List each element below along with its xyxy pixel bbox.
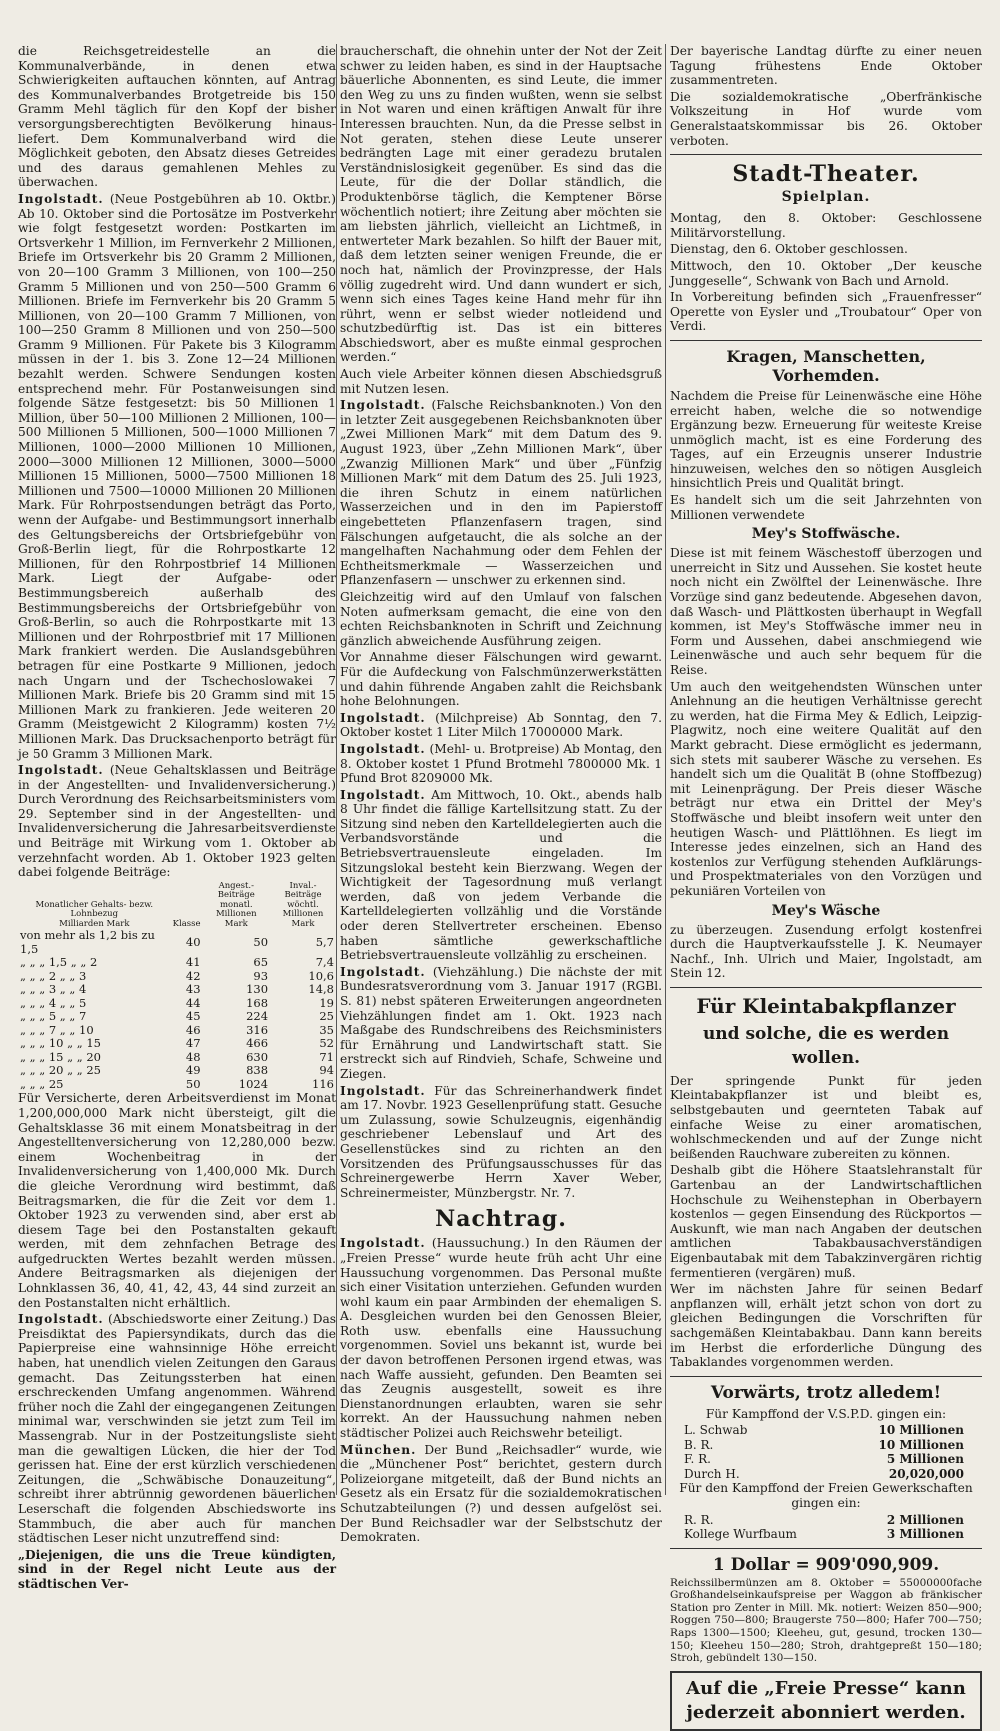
article-text: Am Mittwoch, 10. Okt., abends halb 8 Uhr findet die fällige Kartellsitzung statt. Zu der Sitzung sind neben den Kartelldelegierten auch die Verbandsvorstände und die Betriebsvertrauensleute eingeladen. Im Sitzungslokal besteht kein Bierzwang. Wegen der Wichtigkeit der Tagesordnung muß verlangt werden, daß von jedem Verbande die Kartelldelegierten vollzählig und die Vorstände oder deren Stellvertreter erscheinen. Ebenso haben sämtliche gewerkschaftliche Betriebsvertrauensleute vollzählig zu erscheinen. xyxy=(340,787,663,963)
article-paragraph: Für Versicherte, deren Arbeitsverdienst im Monat 1,200,000,000 Mark nicht übersteigt, gilt die Gehaltsklasse 36 mit einem Monatsbeitrag in der Angestelltenversicherung von 12,280,000 bezw. einem Wochenbeitrag in der Invalidenversicherung von 1,400,000 Mk. Durch die gleiche Verordnung wird bestimmt, daß Beitragsmarken, die für die Zeit vor dem 1. Oktober 1923 zu verwenden sind, aber erst ab diesem Tage bei den Postanstalten gekauft werden, mit dem zehnfachen Betrage des aufgedruckten Wertes bezahlt werden müssen. Andere Beitragsmarken als diejenigen der Lohnklassen 36, 40, 41, 42, 43, 44 sind zurzeit an den Postanstalten nicht erhältlich. xyxy=(18,1091,336,1310)
fund-row xyxy=(670,1438,982,1453)
article-milch xyxy=(340,711,662,740)
donor-cell: F. R. xyxy=(684,1452,711,1467)
class-cell: 48 xyxy=(185,1049,201,1064)
divider xyxy=(670,1548,982,1549)
ad-text: Nachdem die Preise für Leinenwäsche eine Höhe erreicht haben, welche die so notwendige Ergänzung bezw. Erneuerung für weiteste Kreise unmöglich macht, ist es eine Forderung des Tages, auf ein Erzeugnis unserer Industrie hinzuweisen, welches den so nötigen Ausgleich hinsichtlich Preis und Qualität bringt. xyxy=(670,388,982,491)
spielplan-entry: Montag, den 8. Oktober: Geschlossene Militärvorstellung. xyxy=(670,211,982,240)
article-text: (Falsche Reichsbanknoten.) Von den in letzter Zeit ausgegebenen Reichsbanknoten über „Zwei Millionen Mark“ mit dem Datum des 9. August 1923, über „Zehn Millionen Mark“, über „Zwanzig Millionen Mark“ und über „Fünfzig Millionen Mark“ mit dem Datum des 25. Juli 1923, die ihren Schutz in einem natürlichen Wasserzeichen und in den im Papierstoff eingebetteten Pflanzenfasern tragen, sind Fälschungen aufgetaucht, die als solche an der mangelhaften Nachahmung oder dem Fehlen der Echtheitsmerkmale — Wasserzeichen und Pflanzenfasern — unschwer zu erkennen sind. xyxy=(340,398,663,588)
article-text: (Neue Gehaltsklassen und Beiträge in der Angestellten- und Invalidenversicherung.) Durch Verordnung des Reichsarbeitsministers vom 29. September sind in der Angestellten- und Invalidenversicherung die Jahresarbeitsverdienste und Beiträge mit Wirkung vom 1. Oktober ab verzehnfacht worden. Ab 1. Oktober 1923 gelten dabei folgende Beiträge: xyxy=(18,763,336,880)
dateline: München. xyxy=(340,1442,417,1457)
table-row xyxy=(18,970,336,984)
ad-text: Um auch den weitgehendsten Wünschen unter Anlehnung an die heutigen Verhältnisse gerecht zu werden, hat die Firma Mey & Edlich, Leipzig-Plagwitz, noch eine weitere Qualität auf den Markt gebracht. Diese ermöglicht es jedermann, sich stets mit sauberer Wäsche zu versehen. Es handelt sich um die Qualität B (ohne Stoffbezug) mit Leinenprägung. Der Preis dieser Wäsche beträgt nur etwa ein Drittel der Mey's Stoffwäsche und bleibt insofern weit unter den heutigen Wasch- und Plättlöhnen. Es liegt im Interesse jedes einzelnen, sich an Hand des kostenlos zur Verfügung stehenden Aufklärungs- und Prospektmateriales von den Vorzügen und pekuniären Vorteilen von xyxy=(670,679,982,898)
vorwaerts-heading: Vorwärts, trotz alledem! xyxy=(710,1382,942,1403)
column-1 xyxy=(18,44,336,1594)
income-range-cell: „ „ „ 25 xyxy=(20,1076,64,1091)
contribution-cell: 466 xyxy=(246,1036,269,1051)
article-paragraph: braucherschaft, die ohnehin unter der Not der Zeit schwer zu leiden haben, es sind in der Hauptsache bäuerliche Abonnenten, es sind Leute, die immer den Weg zu uns zu finden wußten, wenn sie selbst in Not waren und einen kräftigen Anwalt für ihre Interessen brauchten. Nun, da die Presse selbst in Not geraten, stehen diese Leute unserer bedrängten Lage mit einer geradezu brutalen Verständnislosigkeit gegenüber. Es sind das die Leute, für die der Dollar ständlich, die Produktenbörse täglich, die Kemptener Börse wöchentlich notiert; ihre Zeitung aber möchten sie am liebsten jährlich, vielleicht an Lichtmeß, in entwerteter Mark bezahlen. So hilft der Bauer mit, daß dem letzten seiner wenigen Freunde, die er noch hat, nämlich der Provinzpresse, der Hals völlig zugedreht wird. Und dann wundert er sich, wenn sich eines Tages keine Hand mehr für ihn rührt, wenn er selbst wieder notleidend und schutzbedürftig ist. Das ist ein bitteres Abschiedswort, aber es mußte einmal gesprochen werden.“ xyxy=(340,44,662,365)
fund-row xyxy=(670,1452,982,1467)
table-row xyxy=(18,929,336,956)
divider xyxy=(670,987,982,988)
divider xyxy=(670,340,982,341)
article-brot xyxy=(340,742,662,786)
fund-row xyxy=(670,1467,982,1482)
article-reichsadler xyxy=(340,1443,662,1545)
income-range-cell: „ „ „ 20 „ „ 25 xyxy=(20,1063,101,1078)
table-row xyxy=(18,1037,336,1051)
subscription-line-1: Auf die „Freie Presse“ kann xyxy=(686,1677,966,1699)
class-cell: 43 xyxy=(185,982,201,997)
dateline: Ingolstadt. xyxy=(18,1312,104,1327)
article-haussuchung xyxy=(340,1236,662,1440)
article-text: (Neue Postgebühren ab 10. Oktbr.) Ab 10. Oktober sind die Portosätze im Postverkehr wie folgt festgesetzt worden: Postkarten im Ortsverkehr 1 Million, im Fernverkehr 2 Millionen, Briefe im Ortsverkehr bis 20 Gramm 2 Millionen, von 20—100 Gramm 3 Millionen, von 100—250 Gramm 5 Millionen und von 250—500 Gramm 6 Millionen. Briefe im Fernverkehr bis 20 Gramm 5 Millionen, von 20—100 Gramm 7 Millionen, von 100—250 Gramm 8 Millionen und von 250—500 Gramm 9 Millionen. Für Pakete bis 3 Kilogramm müssen in der 1. bis 3. Zone 12—24 Millionen bezahlt werden. Schwere Sendungen kosten entsprechend mehr. Für Postanweisungen sind folgende Sätze festgesetzt: bis 50 Millionen 1 Million, über 50—100 Millionen 2 Millionen, 100—500 Millionen 5 Millionen, 500—1000 Millionen 7 Millionen, 1000—2000 Millionen 10 Millionen, 2000—3000 Millionen 12 Millionen, 3000—5000 Millionen 15 Millionen, 5000—7500 Millionen 18 Millionen und 7500—10000 Millionen 20 Millionen Mark. Für Rohrpostsendungen beträgt das Porto, wenn der Aufgabe- und Bestimmungsort innerhalb des Geltungsbereichs der Ortsbriefgebühr von Groß-Berlin liegt, für die Rohrpostkarte 12 Millionen, für den Rohrpostbrief 14 Millionen Mark. Liegt der Aufgabe- oder Bestimmungsbereich außerhalb des Bestimmungsbereichs der Ortsbriefgebühr von Groß-Berlin, so auch die Rohrpostkarte mit 13 Millionen und der Rohrpostbrief mit 17 Millionen Mark frankiert werden. Die Auslandsgebühren betragen für eine Postkarte 9 Millionen, jedoch nach Ungarn und der Tschechoslowakei 7 Millionen Mark. Briefe bis 20 Gramm sind mit 15 Millionen Mark zu frankieren. Jede weiteren 20 Gramm (Meistgewicht 2 Kilogramm) kosten 7½ Millionen Mark. Das Drucksachenporto beträgt für je 50 Gramm 3 Millionen Mark. xyxy=(18,191,336,761)
dateline: Ingolstadt. xyxy=(340,1236,426,1251)
contribution-cell: 130 xyxy=(246,982,269,997)
article-schreiner xyxy=(340,1084,662,1201)
ad-text: Wer im nächsten Jahre für seinen Bedarf anpflanzen will, erhält jetzt schon von dort zu gleichen Bedingungen die Vorschriften für sachgemäßen Kleintabakbau. Dann kann bereits im Herbst die erforderliche Düngung des Tabaklandes vorgenommen werden. xyxy=(670,1282,982,1370)
contribution-table xyxy=(18,882,336,1092)
theater-heading: Stadt-Theater. xyxy=(732,161,920,188)
amount-cell: 2 Millionen xyxy=(886,1512,964,1527)
column-2 xyxy=(340,44,662,1547)
subscription-box xyxy=(670,1671,982,1731)
article-banknoten xyxy=(340,398,662,588)
article-quote: „Diejenigen, die uns die Treue kündigten, sind in der Regel nicht Leute aus der städtischen Ver- xyxy=(18,1547,336,1591)
spielplan-entry: In Vorbereitung befinden sich „Frauenfresser“ Operette von Eysler und „Troubatour“ Oper von Verdi. xyxy=(670,290,982,334)
class-cell: 42 xyxy=(185,968,201,983)
article-paragraph: Die sozialdemokratische „Oberfränkische Volkszeitung in Hof wurde vom Generalstaatskommissar bis 26. Oktober verboten. xyxy=(670,89,982,148)
ad-text: Diese ist mit feinem Wäschestoff überzogen und unerreicht in Sitz und Aussehen. Sie kostet heute noch nicht ein Zwölftel der Leinenwäsche. Ihre Vorzüge sind ganz bedeutende. Abgesehen davon, daß Wasch- und Plättkosten überhaupt in Wegfall kommen, ist Mey's Stoffwäsche immer neu in Form und Aussehen, dabei anschmiegend wie Leinenwäsche und auch sehr bequem für die Reise. xyxy=(670,546,982,677)
ad-text: Deshalb gibt die Höhere Staatslehranstalt für Gartenbau an der Landwirtschaftlichen Hochschule zu Weihenstephan in Oberbayern kostenlos — gegen Einsendung des Rückportos — Auskunft, wie man nach Angaben der deutschen amtlichen Tabakbausachverständigen Eigenbautabak mit dem Tabakzinvergären richtig fermentieren (vergären) muß. xyxy=(670,1163,982,1280)
income-range-cell: „ „ „ 7 „ „ 10 xyxy=(20,1022,94,1037)
ad-text: Es handelt sich um die seit Jahrzehnten von Millionen verwendete xyxy=(670,493,982,522)
table-header-class: Klasse xyxy=(172,918,201,929)
table-header-inval: Inval.-Beiträge wöchtl. Millionen Mark xyxy=(282,880,324,929)
article-paragraph: Der bayerische Landtag dürfte zu einer neuen Tagung frühestens Ende Oktober zusammentreten. xyxy=(670,44,982,88)
contribution-cell: 52 xyxy=(319,1036,334,1051)
dateline: Ingolstadt. xyxy=(340,741,426,756)
fund-table xyxy=(670,1513,982,1542)
dateline: Ingolstadt. xyxy=(18,763,104,778)
table-row xyxy=(18,956,336,970)
income-range-cell: „ „ „ 1,5 „ „ 2 xyxy=(20,955,98,970)
table-row xyxy=(18,1064,336,1078)
class-cell: 45 xyxy=(185,1009,201,1024)
contribution-cell: 19 xyxy=(319,995,334,1010)
amount-cell: 3 Millionen xyxy=(886,1527,964,1542)
dateline: Ingolstadt. xyxy=(18,191,104,206)
donor-cell: R. R. xyxy=(684,1512,714,1527)
contribution-cell: 93 xyxy=(253,968,269,983)
article-paragraph: Auch viele Arbeiter können diesen Abschiedsgruß mit Nutzen lesen. xyxy=(340,367,662,396)
contribution-cell: 7,4 xyxy=(315,955,334,970)
income-range-cell: „ „ „ 5 „ „ 7 xyxy=(20,1009,87,1024)
article-text: Der Bund „Reichsadler“ wurde, wie die „Münchener Post“ berichtet, gestern durch Polizeiorgane mitgeteilt, daß der Bund nichts an Gesetz als ein Ersatz für die sozialdemokratischen Schutzabteilungen (?) und dessen aufgelöst sei. Der Bund Reichsadler war der Selbstschutz der Demokraten. xyxy=(340,1442,662,1545)
contribution-cell: 838 xyxy=(246,1063,269,1078)
article-text: (Haussuchung.) In den Räumen der „Freien Presse“ wurde heute früh acht Uhr eine Haussuchung vorgenommen. Das Personal mußte sich einer Visitation unterziehen. Gefunden wurden wohl kaum ein paar Armbinden der ehemaligen S. A. Desgleichen wurden bei den Genossen Bleier, Roth usw. ebenfalls eine Haussuchung vorgenommen. Soviel uns bekannt ist, wurde bei der davon betroffenen Personen irgend etwas, was nach Waffe aussieht, gefunden. Den Beamten sei das Zeugnis ausgestellt, soweit es ihre Dienstanordnungen erlaubten, waren sie sehr korrekt. An der Haussuchung nahmen neben städtischer Polizei auch Reichswehr beteiligt. xyxy=(340,1236,662,1441)
market-prices: Reichssilbermünzen am 8. Oktober = 55000000fache Großhandelseinkaufspreise per Waggon ab fränkischer Station pro Zenter in Mill. Mk. notiert: Weizen 850—900; Roggen 750—800; Braugerste 750—800; Hafer 700—750; Raps 1300—1500; Kleeheu, gut, gesund, trocken 130—150; Kleeheu 150—280; Stroh, drahtgepreßt 150—180; Stroh, gebündelt 130—150. xyxy=(670,1576,982,1665)
table-row xyxy=(18,1024,336,1038)
nachtrag-heading: Nachtrag. xyxy=(435,1206,567,1233)
contribution-cell: 14,8 xyxy=(308,982,334,997)
subscription-line-2: jederzeit abonniert werden. xyxy=(686,1701,966,1723)
contribution-cell: 94 xyxy=(319,1063,334,1078)
donor-cell: L. Schwab xyxy=(684,1423,748,1438)
class-cell: 40 xyxy=(185,935,201,950)
spielplan-heading: Spielplan. xyxy=(781,189,871,206)
ad-brand: Mey's Wäsche xyxy=(771,902,881,919)
amount-cell: 10 Millionen xyxy=(878,1437,964,1452)
class-cell: 47 xyxy=(185,1036,201,1051)
class-cell: 46 xyxy=(185,1022,201,1037)
table-header-income: Monatlicher Gehalts- bezw. Lohnbezug Milliarden Mark xyxy=(35,899,154,929)
article-vieh xyxy=(340,965,662,1082)
column-rule xyxy=(665,44,666,1495)
dateline: Ingolstadt. xyxy=(340,1083,426,1098)
contribution-cell: 224 xyxy=(246,1009,269,1024)
table-row xyxy=(18,1078,336,1092)
dateline: Ingolstadt. xyxy=(340,964,426,979)
contribution-cell: 168 xyxy=(246,995,269,1010)
divider xyxy=(670,1376,982,1377)
donor-cell: B. R. xyxy=(684,1437,714,1452)
contribution-cell: 71 xyxy=(319,1049,334,1064)
article-postgebuehren xyxy=(18,192,336,761)
fund-row xyxy=(670,1513,982,1528)
contribution-cell: 50 xyxy=(253,935,269,950)
ad-text: Der springende Punkt für jeden Kleintabakpflanzer ist und bleibt es, selbstgebauten und geernteten Tabak auf einfache Weise zu einer aromatischen, wohlschmeckenden und auf der Zunge nicht beißenden Rauchware zubereiten zu können. xyxy=(670,1073,982,1161)
table-header-angest: Angest.-Beiträge monatl. Millionen Mark xyxy=(215,880,257,929)
contribution-cell: 5,7 xyxy=(315,935,334,950)
contribution-cell: 316 xyxy=(246,1022,269,1037)
class-cell: 50 xyxy=(185,1076,201,1091)
income-range-cell: „ „ „ 15 „ „ 20 xyxy=(20,1049,101,1064)
dollar-rate: 1 Dollar = 909'090,909. xyxy=(712,1554,940,1575)
article-text: (Viehzählung.) Die nächste der mit Bundesratsverordnung vom 3. Januar 1917 (RGBl. S. 81) nebst späteren Erweiterungen angeordneten Viehzählungen findet am 1. Okt. 1923 nach Maßgabe des Rundschreibens des Reichsministers für Ernährung und Landwirtschaft statt. Sie erstreckt sich auf Rindvieh, Schafe, Schweine und Ziegen. xyxy=(340,964,663,1081)
class-cell: 44 xyxy=(185,995,201,1010)
fund-table xyxy=(670,1423,982,1481)
contribution-cell: 10,6 xyxy=(308,968,334,983)
ad-tabak-heading-2: und solche, die es werden wollen. xyxy=(702,1023,950,1068)
article-gehaltsklassen xyxy=(18,763,336,880)
dateline: Ingolstadt. xyxy=(340,398,426,413)
contribution-cell: 35 xyxy=(319,1022,334,1037)
fund-row xyxy=(670,1423,982,1438)
article-text: Für das Schreinerhandwerk findet am 17. Novbr. 1923 Gesellenprüfung statt. Gesuche um Zulassung, sowie Schulzeugnis, eigenhändig geschriebener Lebenslauf und Art des Gesellenstückes sind zu richten an den Vorsitzenden des Prüfungsausschusses für das Schreinergewerbe Herrn Xaver Weber, Schreinermeister, Münzbergstr. Nr. 7. xyxy=(340,1083,662,1200)
article-text: (Milchpreise) Ab Sonntag, den 7. Oktober kostet 1 Liter Milch 17000000 Mark. xyxy=(340,710,663,740)
amount-cell: 10 Millionen xyxy=(878,1423,964,1438)
donor-cell: Durch H. xyxy=(684,1466,740,1481)
article-kartell xyxy=(340,788,662,963)
income-range-cell: „ „ „ 2 „ „ 3 xyxy=(20,968,87,983)
income-range-cell: „ „ „ 3 „ „ 4 xyxy=(20,982,87,997)
income-range-cell: „ „ „ 4 „ „ 5 xyxy=(20,995,87,1010)
dateline: Ingolstadt. xyxy=(340,787,426,802)
divider xyxy=(670,154,982,155)
fund-intro: Für den Kampffond der Freien Gewerkschaften gingen ein: xyxy=(679,1481,973,1510)
spielplan-entry: Dienstag, den 6. Oktober geschlossen. xyxy=(670,242,908,257)
table-row xyxy=(18,997,336,1011)
article-text: (Mehl- u. Brotpreise) Ab Montag, den 8. Oktober kostet 1 Pfund Brotmehl 7800000 Mk. 1 Pfund Brot 8209000 Mk. xyxy=(340,741,663,786)
column-3 xyxy=(670,44,982,1731)
article-text: (Abschiedsworte einer Zeitung.) Das Preisdiktat des Papiersyndikats, durch das die Papierpreise eine wahnsinnige Höhe erreicht haben, hat unendlich vielen Zeitungen den Garaus gemacht. Das Zeitungssterben hat einen erschreckenden Umfang angenommen. Während früher noch die Zahl der eingegangenen Zeitungen minimal war, verschwinden sie jetzt zum Teil im Massengrab. Nur in der Postzeitungsliste sieht man die gewaltigen Lücken, die hier der Tod gerissen hat. Eine der erst kürzlich verschiedenen Zeitungen, die „Schwäbische Donauzeitung“, schreibt ihrer abtrünnig gewordenen bäuerlichen Leserschaft die folgenden Abschiedsworte ins Stammbuch, die aber auch für manchen städtischen Leser nicht unzutreffend sind: xyxy=(18,1312,336,1546)
table-row xyxy=(18,1051,336,1065)
article-paragraph: die Reichsgetreidestelle an die Kommunalverbände, in denen etwa Schwierigkeiten auftauchen könnten, auf Antrag des Kommunalverbandes Brotgetreide bis 150 Gramm Mehl täglich für den Kopf der bisher versorgungsberechtigten Bevölkerung hinaus-liefert. Dem Kommunalverband wird die Möglichkeit geboten, den Absatz dieses Getreides und des daraus gemahlenen Mehles zu überwachen. xyxy=(18,44,336,190)
article-paragraph: Gleichzeitig wird auf den Umlauf von falschen Noten aufmerksam gemacht, die eine von den echten Reichsbanknoten in Schrift und Zeichnung gänzlich abweichende Ausführung zeigen. xyxy=(340,589,662,648)
column-rule xyxy=(336,44,337,1495)
income-range-cell: „ „ „ 10 „ „ 15 xyxy=(20,1036,101,1051)
table-row xyxy=(18,1010,336,1024)
contribution-cell: 630 xyxy=(246,1049,269,1064)
class-cell: 49 xyxy=(185,1063,201,1078)
article-paragraph: Vor Annahme dieser Fälschungen wird gewarnt. Für die Aufdeckung von Falschmünzerwerkstätten und dahin führende Angaben zahlt die Reichsbank hohe Belohnungen. xyxy=(340,650,662,709)
income-range-cell: von mehr als 1,2 bis zu 1,5 xyxy=(20,928,155,956)
contribution-cell: 65 xyxy=(253,955,269,970)
amount-cell: 5 Millionen xyxy=(886,1452,964,1467)
ad-kragen-heading: Kragen, Manschetten, Vorhemden. xyxy=(726,346,926,385)
contribution-cell: 116 xyxy=(312,1076,334,1091)
contribution-cell: 1024 xyxy=(238,1076,269,1091)
fund-row xyxy=(670,1527,982,1542)
dateline: Ingolstadt. xyxy=(340,710,426,725)
donor-cell: Kollege Wurfbaum xyxy=(684,1527,797,1542)
amount-cell: 20,020,000 xyxy=(888,1466,964,1481)
contribution-cell: 25 xyxy=(319,1009,334,1024)
ad-tabak-heading-1: Für Kleintabakpflanzer xyxy=(696,993,956,1018)
class-cell: 41 xyxy=(185,955,201,970)
table-row xyxy=(18,983,336,997)
fund-intro: Für Kampffond der V.S.P.D. gingen ein: xyxy=(705,1406,947,1421)
ad-brand: Mey's Stoffwäsche. xyxy=(751,526,901,543)
article-abschiedsworte xyxy=(18,1312,336,1546)
spielplan-entry: Mittwoch, den 10. Oktober „Der keusche Junggeselle“, Schwank von Bach und Arnold. xyxy=(670,258,982,288)
ad-text: zu überzeugen. Zusendung erfolgt kostenfrei durch die Hauptverkaufsstelle J. K. Neumayer Nachf., Inh. Ulrich und Maier, Ingolstadt, am Stein 12. xyxy=(670,922,982,981)
